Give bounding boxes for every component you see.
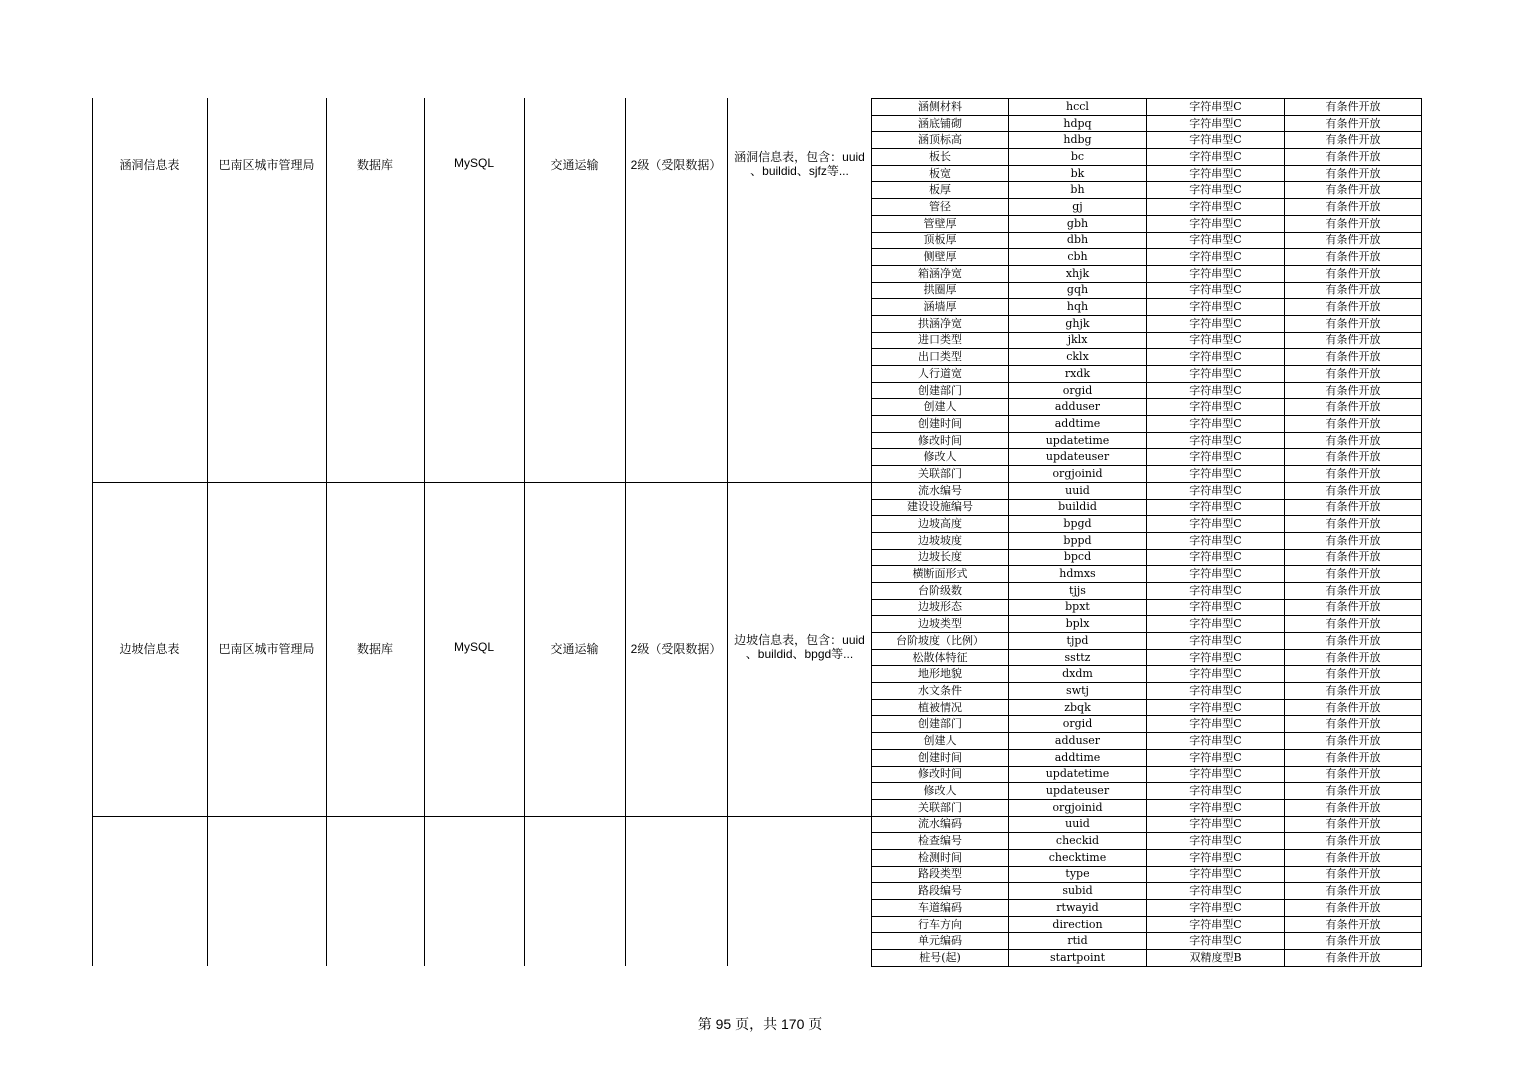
field-chinese-name: 路段编号 xyxy=(872,883,1009,900)
field-chinese-name: 拱圈厚 xyxy=(872,282,1009,299)
field-type: 字符串型C xyxy=(1147,649,1285,666)
table-row xyxy=(872,549,1422,566)
field-open-level: 有条件开放 xyxy=(1285,916,1422,933)
field-chinese-name: 边坡形态 xyxy=(872,599,1009,616)
field-open-level: 有条件开放 xyxy=(1285,649,1422,666)
field-chinese-name: 检查编号 xyxy=(872,833,1009,850)
table-name: 涵洞信息表 xyxy=(119,158,180,172)
field-code: rxdk xyxy=(1009,366,1147,383)
field-chinese-name: 顶板厚 xyxy=(872,232,1009,249)
field-chinese-name: 车道编码 xyxy=(872,900,1009,917)
field-type: 字符串型C xyxy=(1147,816,1285,833)
col-border xyxy=(326,98,327,966)
table-row xyxy=(872,699,1422,716)
db-type: MySQL xyxy=(453,640,494,654)
table-row xyxy=(872,766,1422,783)
field-code: ssttz xyxy=(1009,649,1147,666)
field-chinese-name: 台阶级数 xyxy=(872,582,1009,599)
data-level: 2级（受限数据） xyxy=(630,158,722,172)
field-type: 字符串型C xyxy=(1147,666,1285,683)
field-open-level: 有条件开放 xyxy=(1285,849,1422,866)
field-open-level: 有条件开放 xyxy=(1285,833,1422,850)
field-chinese-name: 建设设施编号 xyxy=(872,499,1009,516)
field-open-level: 有条件开放 xyxy=(1285,866,1422,883)
field-chinese-name: 关联部门 xyxy=(872,466,1009,483)
field-open-level: 有条件开放 xyxy=(1285,599,1422,616)
resource-type: 数据库 xyxy=(356,158,393,172)
field-code: xhjk xyxy=(1009,265,1147,282)
group-separator xyxy=(92,482,871,483)
description-line: 、buildid、sjfz等... xyxy=(750,164,849,178)
field-open-level: 有条件开放 xyxy=(1285,549,1422,566)
field-type: 字符串型C xyxy=(1147,716,1285,733)
col-border xyxy=(524,98,525,966)
table-row xyxy=(872,466,1422,483)
field-code: uuid xyxy=(1009,482,1147,499)
table-row xyxy=(872,315,1422,332)
field-chinese-name: 人行道宽 xyxy=(872,366,1009,383)
field-type: 字符串型C xyxy=(1147,132,1285,149)
field-chinese-name: 创建时间 xyxy=(872,749,1009,766)
table-row xyxy=(872,633,1422,650)
field-chinese-name: 流水编号 xyxy=(872,482,1009,499)
field-code: updateuser xyxy=(1009,449,1147,466)
field-code: hqh xyxy=(1009,299,1147,316)
table-row xyxy=(872,616,1422,633)
field-code: adduser xyxy=(1009,733,1147,750)
field-chinese-name: 检测时间 xyxy=(872,849,1009,866)
field-chinese-name: 拱涵净宽 xyxy=(872,315,1009,332)
field-code: uuid xyxy=(1009,816,1147,833)
field-open-level: 有条件开放 xyxy=(1285,165,1422,182)
field-code: type xyxy=(1009,866,1147,883)
field-type: 字符串型C xyxy=(1147,833,1285,850)
field-open-level: 有条件开放 xyxy=(1285,432,1422,449)
field-chinese-name: 涵侧材料 xyxy=(872,99,1009,116)
table-description xyxy=(728,150,871,178)
table-name: 边坡信息表 xyxy=(119,642,180,656)
field-open-level: 有条件开放 xyxy=(1285,666,1422,683)
field-open-level: 有条件开放 xyxy=(1285,716,1422,733)
field-chinese-name: 涵底铺砌 xyxy=(872,115,1009,132)
table-row xyxy=(872,499,1422,516)
field-code: dbh xyxy=(1009,232,1147,249)
field-code: jklx xyxy=(1009,332,1147,349)
table-row xyxy=(872,933,1422,950)
field-code: hdpq xyxy=(1009,115,1147,132)
table-row xyxy=(872,950,1422,967)
field-code: adduser xyxy=(1009,399,1147,416)
table-row xyxy=(872,749,1422,766)
table-row xyxy=(872,432,1422,449)
field-chinese-name: 创建时间 xyxy=(872,416,1009,433)
field-open-level: 有条件开放 xyxy=(1285,566,1422,583)
table-row xyxy=(872,182,1422,199)
field-open-level: 有条件开放 xyxy=(1285,199,1422,216)
field-type: 字符串型C xyxy=(1147,683,1285,700)
field-type: 字符串型C xyxy=(1147,449,1285,466)
field-code: hccl xyxy=(1009,99,1147,116)
field-code: hdbg xyxy=(1009,132,1147,149)
table-row xyxy=(872,516,1422,533)
col-border xyxy=(424,98,425,966)
field-chinese-name: 侧壁厚 xyxy=(872,249,1009,266)
field-code: cklx xyxy=(1009,349,1147,366)
field-open-level: 有条件开放 xyxy=(1285,366,1422,383)
table-row xyxy=(872,332,1422,349)
field-chinese-name: 边坡坡度 xyxy=(872,532,1009,549)
field-code: buildid xyxy=(1009,499,1147,516)
field-open-level: 有条件开放 xyxy=(1285,182,1422,199)
field-open-level: 有条件开放 xyxy=(1285,799,1422,816)
field-open-level: 有条件开放 xyxy=(1285,933,1422,950)
field-code: startpoint xyxy=(1009,950,1147,967)
field-type: 字符串型C xyxy=(1147,900,1285,917)
table-row xyxy=(872,799,1422,816)
field-code: rtid xyxy=(1009,933,1147,950)
field-type: 字符串型C xyxy=(1147,99,1285,116)
field-code: subid xyxy=(1009,883,1147,900)
field-type: 字符串型C xyxy=(1147,149,1285,166)
table-row xyxy=(872,783,1422,800)
field-type: 字符串型C xyxy=(1147,215,1285,232)
field-type: 字符串型C xyxy=(1147,733,1285,750)
domain: 交通运输 xyxy=(550,642,599,656)
field-type: 双精度型B xyxy=(1147,950,1285,967)
field-code: bpcd xyxy=(1009,549,1147,566)
field-open-level: 有条件开放 xyxy=(1285,265,1422,282)
field-chinese-name: 涵墙厚 xyxy=(872,299,1009,316)
table-row xyxy=(872,449,1422,466)
field-open-level: 有条件开放 xyxy=(1285,132,1422,149)
field-type: 字符串型C xyxy=(1147,883,1285,900)
field-chinese-name: 台阶坡度（比例） xyxy=(872,633,1009,650)
field-open-level: 有条件开放 xyxy=(1285,749,1422,766)
field-type: 字符串型C xyxy=(1147,599,1285,616)
domain: 交通运输 xyxy=(550,158,599,172)
field-open-level: 有条件开放 xyxy=(1285,699,1422,716)
field-open-level: 有条件开放 xyxy=(1285,149,1422,166)
table-row xyxy=(872,249,1422,266)
field-code: orgjoinid xyxy=(1009,466,1147,483)
table-row xyxy=(872,215,1422,232)
field-table xyxy=(871,98,1422,967)
field-code: zbqk xyxy=(1009,699,1147,716)
field-open-level: 有条件开放 xyxy=(1285,616,1422,633)
field-type: 字符串型C xyxy=(1147,232,1285,249)
table-row xyxy=(872,833,1422,850)
field-chinese-name: 边坡类型 xyxy=(872,616,1009,633)
department: 巴南区城市管理局 xyxy=(218,158,315,172)
field-chinese-name: 板长 xyxy=(872,149,1009,166)
field-code: gqh xyxy=(1009,282,1147,299)
field-chinese-name: 行车方向 xyxy=(872,916,1009,933)
field-open-level: 有条件开放 xyxy=(1285,900,1422,917)
field-chinese-name: 创建部门 xyxy=(872,382,1009,399)
table-row xyxy=(872,582,1422,599)
field-type: 字符串型C xyxy=(1147,366,1285,383)
field-chinese-name: 修改人 xyxy=(872,449,1009,466)
field-chinese-name: 水文条件 xyxy=(872,683,1009,700)
field-type: 字符串型C xyxy=(1147,516,1285,533)
field-open-level: 有条件开放 xyxy=(1285,349,1422,366)
col-border xyxy=(727,98,728,966)
field-code: swtj xyxy=(1009,683,1147,700)
field-type: 字符串型C xyxy=(1147,165,1285,182)
field-code: bpxt xyxy=(1009,599,1147,616)
field-chinese-name: 涵顶标高 xyxy=(872,132,1009,149)
table-row xyxy=(872,115,1422,132)
table-row xyxy=(872,900,1422,917)
table-row xyxy=(872,366,1422,383)
field-open-level: 有条件开放 xyxy=(1285,115,1422,132)
field-code: bplx xyxy=(1009,616,1147,633)
field-open-level: 有条件开放 xyxy=(1285,449,1422,466)
table-row xyxy=(872,149,1422,166)
field-open-level: 有条件开放 xyxy=(1285,399,1422,416)
field-code: bk xyxy=(1009,165,1147,182)
field-type: 字符串型C xyxy=(1147,416,1285,433)
field-code: ghjk xyxy=(1009,315,1147,332)
table-row xyxy=(872,532,1422,549)
field-code: gbh xyxy=(1009,215,1147,232)
description-line: 涵洞信息表，包含：uuid xyxy=(734,150,865,164)
field-type: 字符串型C xyxy=(1147,532,1285,549)
field-type: 字符串型C xyxy=(1147,933,1285,950)
table-row xyxy=(872,349,1422,366)
field-code: orgid xyxy=(1009,382,1147,399)
field-code: orgjoinid xyxy=(1009,799,1147,816)
field-code: addtime xyxy=(1009,749,1147,766)
field-type: 字符串型C xyxy=(1147,783,1285,800)
field-open-level: 有条件开放 xyxy=(1285,582,1422,599)
table-row xyxy=(872,299,1422,316)
field-chinese-name: 流水编码 xyxy=(872,816,1009,833)
field-code: checktime xyxy=(1009,849,1147,866)
table-row xyxy=(872,482,1422,499)
field-chinese-name: 关联部门 xyxy=(872,799,1009,816)
table-row xyxy=(872,816,1422,833)
field-code: cbh xyxy=(1009,249,1147,266)
field-open-level: 有条件开放 xyxy=(1285,499,1422,516)
field-chinese-name: 板宽 xyxy=(872,165,1009,182)
field-type: 字符串型C xyxy=(1147,799,1285,816)
field-chinese-name: 创建人 xyxy=(872,733,1009,750)
field-open-level: 有条件开放 xyxy=(1285,950,1422,967)
table-row xyxy=(872,599,1422,616)
field-open-level: 有条件开放 xyxy=(1285,883,1422,900)
field-open-level: 有条件开放 xyxy=(1285,215,1422,232)
field-open-level: 有条件开放 xyxy=(1285,299,1422,316)
table-row xyxy=(872,99,1422,116)
field-open-level: 有条件开放 xyxy=(1285,282,1422,299)
field-chinese-name: 箱涵净宽 xyxy=(872,265,1009,282)
field-open-level: 有条件开放 xyxy=(1285,783,1422,800)
field-open-level: 有条件开放 xyxy=(1285,482,1422,499)
field-chinese-name: 边坡高度 xyxy=(872,516,1009,533)
description-line: 边坡信息表，包含：uuid xyxy=(734,633,865,647)
field-code: bppd xyxy=(1009,532,1147,549)
field-open-level: 有条件开放 xyxy=(1285,382,1422,399)
field-code: bh xyxy=(1009,182,1147,199)
col-border xyxy=(92,98,93,966)
field-open-level: 有条件开放 xyxy=(1285,466,1422,483)
description-line: 、buildid、bpgd等... xyxy=(745,647,854,661)
field-code: direction xyxy=(1009,916,1147,933)
table-description xyxy=(728,633,871,661)
field-type: 字符串型C xyxy=(1147,866,1285,883)
table-row xyxy=(872,866,1422,883)
field-open-level: 有条件开放 xyxy=(1285,516,1422,533)
table-row xyxy=(872,716,1422,733)
field-chinese-name: 修改时间 xyxy=(872,766,1009,783)
field-table-body xyxy=(872,99,1422,967)
field-chinese-name: 板厚 xyxy=(872,182,1009,199)
table-row xyxy=(872,883,1422,900)
table-row xyxy=(872,132,1422,149)
field-chinese-name: 横断面形式 xyxy=(872,566,1009,583)
field-open-level: 有条件开放 xyxy=(1285,416,1422,433)
field-type: 字符串型C xyxy=(1147,115,1285,132)
field-code: tjjs xyxy=(1009,582,1147,599)
field-type: 字符串型C xyxy=(1147,582,1285,599)
field-chinese-name: 修改时间 xyxy=(872,432,1009,449)
field-type: 字符串型C xyxy=(1147,616,1285,633)
field-open-level: 有条件开放 xyxy=(1285,683,1422,700)
resource-type: 数据库 xyxy=(356,642,393,656)
field-open-level: 有条件开放 xyxy=(1285,733,1422,750)
table-row xyxy=(872,649,1422,666)
field-type: 字符串型C xyxy=(1147,182,1285,199)
field-code: updateuser xyxy=(1009,783,1147,800)
group-separator xyxy=(92,816,871,817)
field-code: checkid xyxy=(1009,833,1147,850)
table-row xyxy=(872,849,1422,866)
field-type: 字符串型C xyxy=(1147,699,1285,716)
field-type: 字符串型C xyxy=(1147,349,1285,366)
field-open-level: 有条件开放 xyxy=(1285,332,1422,349)
table-row xyxy=(872,265,1422,282)
field-type: 字符串型C xyxy=(1147,249,1285,266)
field-open-level: 有条件开放 xyxy=(1285,249,1422,266)
field-type: 字符串型C xyxy=(1147,566,1285,583)
field-code: addtime xyxy=(1009,416,1147,433)
field-open-level: 有条件开放 xyxy=(1285,315,1422,332)
col-border xyxy=(207,98,208,966)
field-chinese-name: 边坡长度 xyxy=(872,549,1009,566)
field-chinese-name: 修改人 xyxy=(872,783,1009,800)
db-type: MySQL xyxy=(453,156,494,170)
field-chinese-name: 出口类型 xyxy=(872,349,1009,366)
field-type: 字符串型C xyxy=(1147,199,1285,216)
table-row xyxy=(872,399,1422,416)
table-row xyxy=(872,916,1422,933)
field-type: 字符串型C xyxy=(1147,315,1285,332)
field-type: 字符串型C xyxy=(1147,482,1285,499)
field-type: 字符串型C xyxy=(1147,549,1285,566)
field-code: gj xyxy=(1009,199,1147,216)
field-chinese-name: 松散体特征 xyxy=(872,649,1009,666)
field-type: 字符串型C xyxy=(1147,299,1285,316)
col-border xyxy=(625,98,626,966)
field-type: 字符串型C xyxy=(1147,265,1285,282)
field-code: hdmxs xyxy=(1009,566,1147,583)
field-code: bpgd xyxy=(1009,516,1147,533)
field-type: 字符串型C xyxy=(1147,466,1285,483)
table-row xyxy=(872,733,1422,750)
field-type: 字符串型C xyxy=(1147,916,1285,933)
field-chinese-name: 路段类型 xyxy=(872,866,1009,883)
field-chinese-name: 桩号(起) xyxy=(872,950,1009,967)
field-type: 字符串型C xyxy=(1147,766,1285,783)
field-open-level: 有条件开放 xyxy=(1285,816,1422,833)
table-row xyxy=(872,416,1422,433)
field-chinese-name: 管径 xyxy=(872,199,1009,216)
table-row xyxy=(872,282,1422,299)
field-chinese-name: 植被情况 xyxy=(872,699,1009,716)
field-type: 字符串型C xyxy=(1147,849,1285,866)
table-row xyxy=(872,199,1422,216)
field-chinese-name: 进口类型 xyxy=(872,332,1009,349)
field-code: updatetime xyxy=(1009,432,1147,449)
table-row xyxy=(872,165,1422,182)
table-row xyxy=(872,683,1422,700)
field-chinese-name: 管壁厚 xyxy=(872,215,1009,232)
field-code: tjpd xyxy=(1009,633,1147,650)
field-type: 字符串型C xyxy=(1147,633,1285,650)
field-type: 字符串型C xyxy=(1147,432,1285,449)
field-open-level: 有条件开放 xyxy=(1285,232,1422,249)
field-chinese-name: 创建人 xyxy=(872,399,1009,416)
department: 巴南区城市管理局 xyxy=(218,642,315,656)
field-type: 字符串型C xyxy=(1147,332,1285,349)
field-code: rtwayid xyxy=(1009,900,1147,917)
field-open-level: 有条件开放 xyxy=(1285,532,1422,549)
table-row xyxy=(872,382,1422,399)
field-open-level: 有条件开放 xyxy=(1285,766,1422,783)
field-type: 字符串型C xyxy=(1147,399,1285,416)
field-code: dxdm xyxy=(1009,666,1147,683)
field-open-level: 有条件开放 xyxy=(1285,633,1422,650)
field-type: 字符串型C xyxy=(1147,382,1285,399)
table-row xyxy=(872,566,1422,583)
field-open-level: 有条件开放 xyxy=(1285,99,1422,116)
field-type: 字符串型C xyxy=(1147,499,1285,516)
field-type: 字符串型C xyxy=(1147,749,1285,766)
field-type: 字符串型C xyxy=(1147,282,1285,299)
data-level: 2级（受限数据） xyxy=(630,642,722,656)
field-chinese-name: 创建部门 xyxy=(872,716,1009,733)
field-code: orgid xyxy=(1009,716,1147,733)
table-row xyxy=(872,666,1422,683)
field-chinese-name: 单元编码 xyxy=(872,933,1009,950)
page-footer: 第 95 页，共 170 页 xyxy=(697,1016,823,1032)
field-code: bc xyxy=(1009,149,1147,166)
field-chinese-name: 地形地貌 xyxy=(872,666,1009,683)
table-row xyxy=(872,232,1422,249)
field-code: updatetime xyxy=(1009,766,1147,783)
